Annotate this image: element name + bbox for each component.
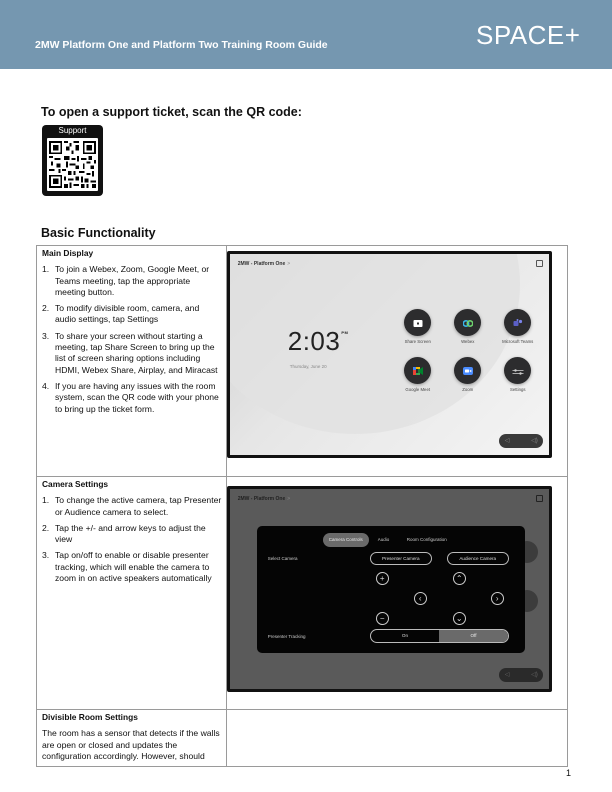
qr-corner-icon[interactable] <box>536 260 543 267</box>
list-item <box>42 381 222 415</box>
arrow-right-button[interactable]: › <box>491 592 504 605</box>
row-title: Main Display <box>42 248 94 258</box>
divisible-room-paragraph: The room has a sensor that detects if the walls are open or closed and updates the configuration accordingly. However, should <box>42 728 220 761</box>
section-heading-basic: Basic Functionality <box>41 226 156 240</box>
zoom-button[interactable] <box>444 357 492 392</box>
tab-camera-controls[interactable]: Camera Controls <box>323 533 369 547</box>
step-number: 2. <box>42 522 50 533</box>
list-item <box>42 331 222 376</box>
divisible-room-image-cell <box>226 710 567 767</box>
step-number: 3. <box>42 550 50 561</box>
step-number: 1. <box>42 495 50 506</box>
header-band <box>0 0 612 69</box>
arrow-down-button[interactable]: ⌄ <box>453 612 466 625</box>
step-number: 3. <box>42 330 50 341</box>
app-label: Settings <box>509 387 526 392</box>
webex-button[interactable] <box>444 309 492 344</box>
webex-icon <box>463 314 473 332</box>
support-heading: To open a support ticket, scan the QR code: <box>41 105 302 119</box>
row-title: Divisible Room Settings <box>42 712 138 722</box>
support-qr-card[interactable] <box>42 125 103 196</box>
step-text: Tap on/off to enable or disable presenter tracking, which will enable the camera to zoom in on active speakers automatically <box>55 550 212 584</box>
volume-up-icon[interactable]: ◁) <box>531 438 538 444</box>
step-text: If you are having any issues with the room system, scan the QR code with your phone to bring up the ticket form. <box>55 380 219 414</box>
select-camera-label: Select Camera <box>267 556 298 561</box>
main-display-image-cell <box>226 246 567 477</box>
volume-control[interactable] <box>499 434 543 448</box>
audience-camera-button[interactable]: Audience Camera <box>447 552 509 565</box>
microsoft-teams-button[interactable] <box>494 309 542 344</box>
step-text: To join a Webex, Zoom, Google Meet, or Teams meeting, tap the appropriate meeting button. <box>55 264 210 297</box>
share-screen-button[interactable] <box>394 309 442 344</box>
clock: $2:03^{PM}$ <box>287 326 349 356</box>
tracking-off-option[interactable]: Off <box>439 630 508 642</box>
settings-button[interactable] <box>494 357 542 392</box>
app-label: Share Screen <box>404 339 431 344</box>
zoom-icon <box>463 362 473 380</box>
functionality-table <box>36 245 568 767</box>
camera-settings-image-cell <box>226 477 567 710</box>
qr-card-label: Support <box>58 126 87 135</box>
camera-settings-text-cell <box>37 477 227 710</box>
main-display-text-cell <box>37 246 227 477</box>
qr-corner-icon[interactable] <box>536 495 543 502</box>
presenter-tracking-toggle[interactable] <box>370 629 509 643</box>
volume-down-icon[interactable]: ◁ <box>504 438 510 444</box>
main-display-screenshot <box>227 251 552 458</box>
step-text: To share your screen without starting a meeting, tap Share Screen to bring up the list of screen sharing options including HDMI, Webex Share, Airplay, and Miracast <box>55 330 218 375</box>
camera-settings-steps <box>42 495 222 584</box>
room-name[interactable]: 2MW - Platform One > <box>237 261 291 267</box>
step-number: 2. <box>42 303 50 314</box>
google-meet-icon <box>413 362 423 380</box>
date: Thursday, June 20 <box>289 364 327 369</box>
list-item <box>42 523 222 546</box>
app-label: Zoom <box>462 387 474 392</box>
table-row-main-display <box>37 246 568 477</box>
zoom-out-button[interactable]: − <box>376 612 389 625</box>
table-row-divisible-room <box>37 710 568 767</box>
tab-room-configuration[interactable]: Room Configuration <box>406 537 447 542</box>
tab-audio[interactable]: Audio <box>377 537 390 542</box>
presenter-tracking-label: Presenter Tracking <box>267 634 306 639</box>
step-text: Tap the +/- and arrow keys to adjust the view <box>55 522 206 545</box>
document-title: 2MW Platform One and Platform Two Training Room Guide <box>35 39 328 51</box>
step-number: 4. <box>42 380 50 391</box>
ampm: PM <box>341 330 349 335</box>
presenter-camera-button[interactable]: Presenter Camera <box>370 552 432 565</box>
arrow-up-button[interactable]: ⌃ <box>453 572 466 585</box>
volume-up-icon[interactable]: ◁) <box>531 672 538 678</box>
volume-down-icon[interactable]: ◁ <box>504 672 510 678</box>
list-item <box>42 303 222 326</box>
settings-icon <box>512 362 523 380</box>
tracking-on-option[interactable]: On <box>401 633 409 638</box>
step-number: 1. <box>42 264 50 275</box>
chevron-right-icon: > <box>287 261 291 267</box>
arrow-left-button[interactable]: ‹ <box>414 592 427 605</box>
app-label: Webex <box>461 339 475 344</box>
volume-control[interactable] <box>499 668 543 682</box>
camera-settings-screenshot <box>227 486 552 692</box>
row-title: Camera Settings <box>42 479 109 489</box>
zoom-in-button[interactable]: + <box>376 572 389 585</box>
list-item <box>42 495 222 518</box>
room-name[interactable]: 2MW - Platform One > <box>237 496 291 502</box>
share-screen-icon <box>413 314 422 332</box>
google-meet-button[interactable] <box>394 357 442 392</box>
chevron-right-icon: > <box>287 496 291 502</box>
table-row-camera-settings <box>37 477 568 710</box>
brand-logo: SPACE+ <box>476 20 581 50</box>
app-label: Google Meet <box>405 387 431 392</box>
divisible-room-text-cell <box>37 710 227 767</box>
app-label: Microsoft Teams <box>502 339 534 344</box>
page-number: 1 <box>566 768 572 778</box>
list-item <box>42 264 222 298</box>
step-text: To modify divisible room, camera, and audio settings, tap Settings <box>55 303 200 325</box>
teams-icon <box>513 314 522 332</box>
qr-code-icon <box>47 138 98 191</box>
main-display-steps <box>42 264 222 415</box>
step-text: To change the active camera, tap Presenter or Audience camera to select. <box>55 495 222 517</box>
camera-controls-panel <box>257 526 525 653</box>
list-item <box>42 550 222 584</box>
